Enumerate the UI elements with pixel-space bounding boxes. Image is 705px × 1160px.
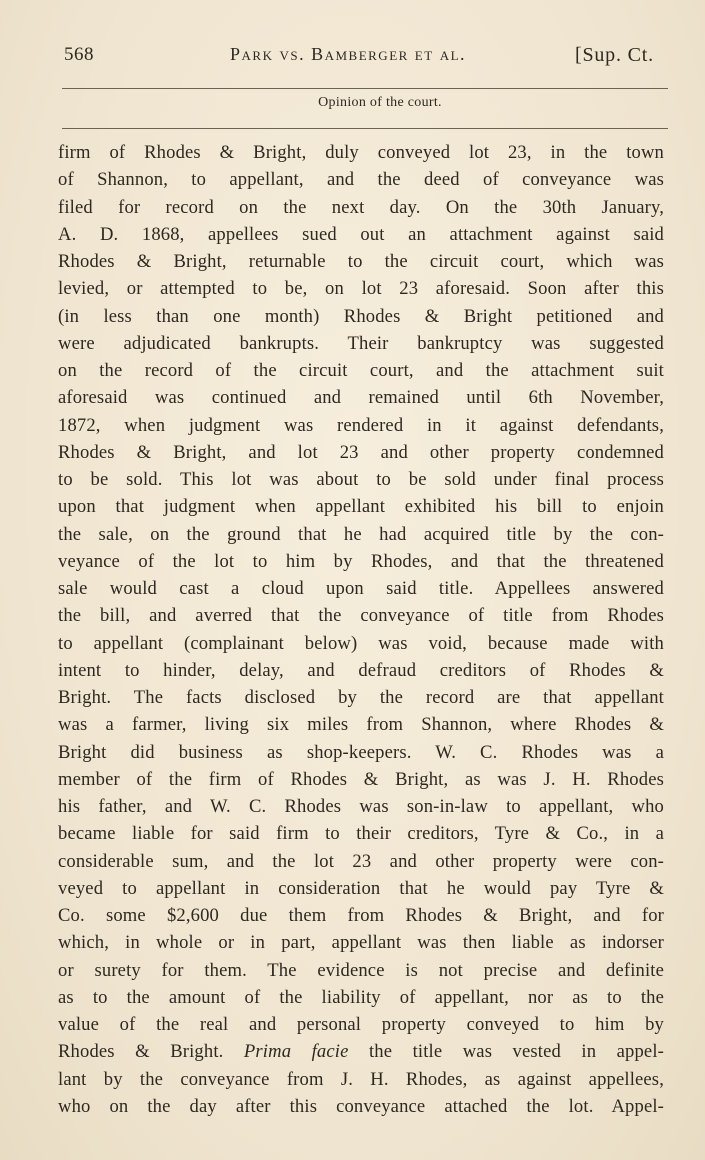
text-line: A. D. 1868, appellees sued out an attachment against said xyxy=(58,223,664,245)
text-line: filed for record on the next day. On the 30th January, xyxy=(58,196,664,218)
text-line: to be sold. This lot was about to be sold under final process xyxy=(58,469,664,490)
text-line: Co. some $2,600 due them from Rhodes & Bright, and for xyxy=(58,905,664,926)
text-line: veyance of the lot to him by Rhodes, and that the threatened xyxy=(58,550,664,572)
line-34-end: the title was vested in appel- xyxy=(348,1041,664,1063)
text-line: which, in whole or in part, appellant was then liable as indorser xyxy=(58,932,664,954)
text-line: value of the real and personal property conveyed to him by xyxy=(58,1014,664,1035)
text-line: became liable for said firm to their creditors, Tyre & Co., in a xyxy=(58,823,664,845)
text-line-with-italic xyxy=(58,1038,664,1065)
text-line: on the record of the circuit court, and the attachment suit xyxy=(58,360,664,381)
court-label: [Sup. Ct. xyxy=(575,44,654,66)
text-line: levied, or attempted to be, on lot 23 aforesaid. Soon after this xyxy=(58,278,664,300)
text-line: intent to hinder, delay, and defraud creditors of Rhodes & xyxy=(58,659,664,681)
text-line: his father, and W. C. Rhodes was son-in-law to appellant, who xyxy=(58,796,664,817)
text-line: veyed to appellant in consideration that he would pay Tyre & xyxy=(58,877,664,899)
text-line: Rhodes & Bright, and lot 23 and other property condemned xyxy=(58,441,664,463)
text-line: to appellant (complainant below) was void, because made with xyxy=(58,632,664,654)
text-line: who on the day after this conveyance attached the lot. Appel- xyxy=(58,1095,664,1117)
text-line: as to the amount of the liability of appellant, nor as to the xyxy=(58,986,664,1008)
text-line: was a farmer, living six miles from Shannon, where Rhodes & xyxy=(58,714,664,736)
text-line: were adjudicated bankrupts. Their bankruptcy was suggested xyxy=(58,332,664,354)
text-line: aforesaid was continued and remained until 6th November, xyxy=(58,387,664,409)
text-line: firm of Rhodes & Bright, duly conveyed lot 23, in the town xyxy=(58,142,664,163)
text-line: of Shannon, to appellant, and the deed of conveyance was xyxy=(58,169,664,191)
line-34-start: Rhodes & Bright. xyxy=(58,1041,244,1063)
page-header xyxy=(60,40,670,74)
text-line: Bright did business as shop-keepers. W. C. Rhodes was a xyxy=(58,741,664,763)
text-line: Rhodes & Bright, returnable to the circuit court, which was xyxy=(58,251,664,272)
text-line: the sale, on the ground that he had acquired title by the con- xyxy=(58,523,664,545)
text-line: sale would cast a cloud upon said title. Appellees answered xyxy=(58,578,664,599)
italic-phrase: Prima facie xyxy=(243,1041,349,1063)
text-line: the bill, and averred that the conveyance of title from Rhodes xyxy=(58,605,664,627)
text-line: Bright. The facts disclosed by the record are that appellant xyxy=(58,687,664,708)
running-title: Park vs. Bamberger et al. xyxy=(230,44,467,64)
text-line: (in less than one month) Rhodes & Bright petitioned and xyxy=(58,305,664,327)
text-line: lant by the conveyance from J. H. Rhodes, as against appellees, xyxy=(58,1068,664,1090)
subheading-divider xyxy=(62,128,668,129)
text-line: 1872, when judgment was rendered in it against defendants, xyxy=(58,414,664,436)
header-divider xyxy=(62,88,668,89)
opinion-body xyxy=(58,139,664,1120)
section-subheading: Opinion of the court. xyxy=(318,95,442,110)
text-line: upon that judgment when appellant exhibited his bill to enjoin xyxy=(58,496,664,518)
text-line: member of the firm of Rhodes & Bright, as was J. H. Rhodes xyxy=(58,768,664,790)
page-number: 568 xyxy=(64,44,94,65)
text-line: considerable sum, and the lot 23 and other property were con- xyxy=(58,850,664,872)
text-line: or surety for them. The evidence is not precise and definite xyxy=(58,959,664,981)
